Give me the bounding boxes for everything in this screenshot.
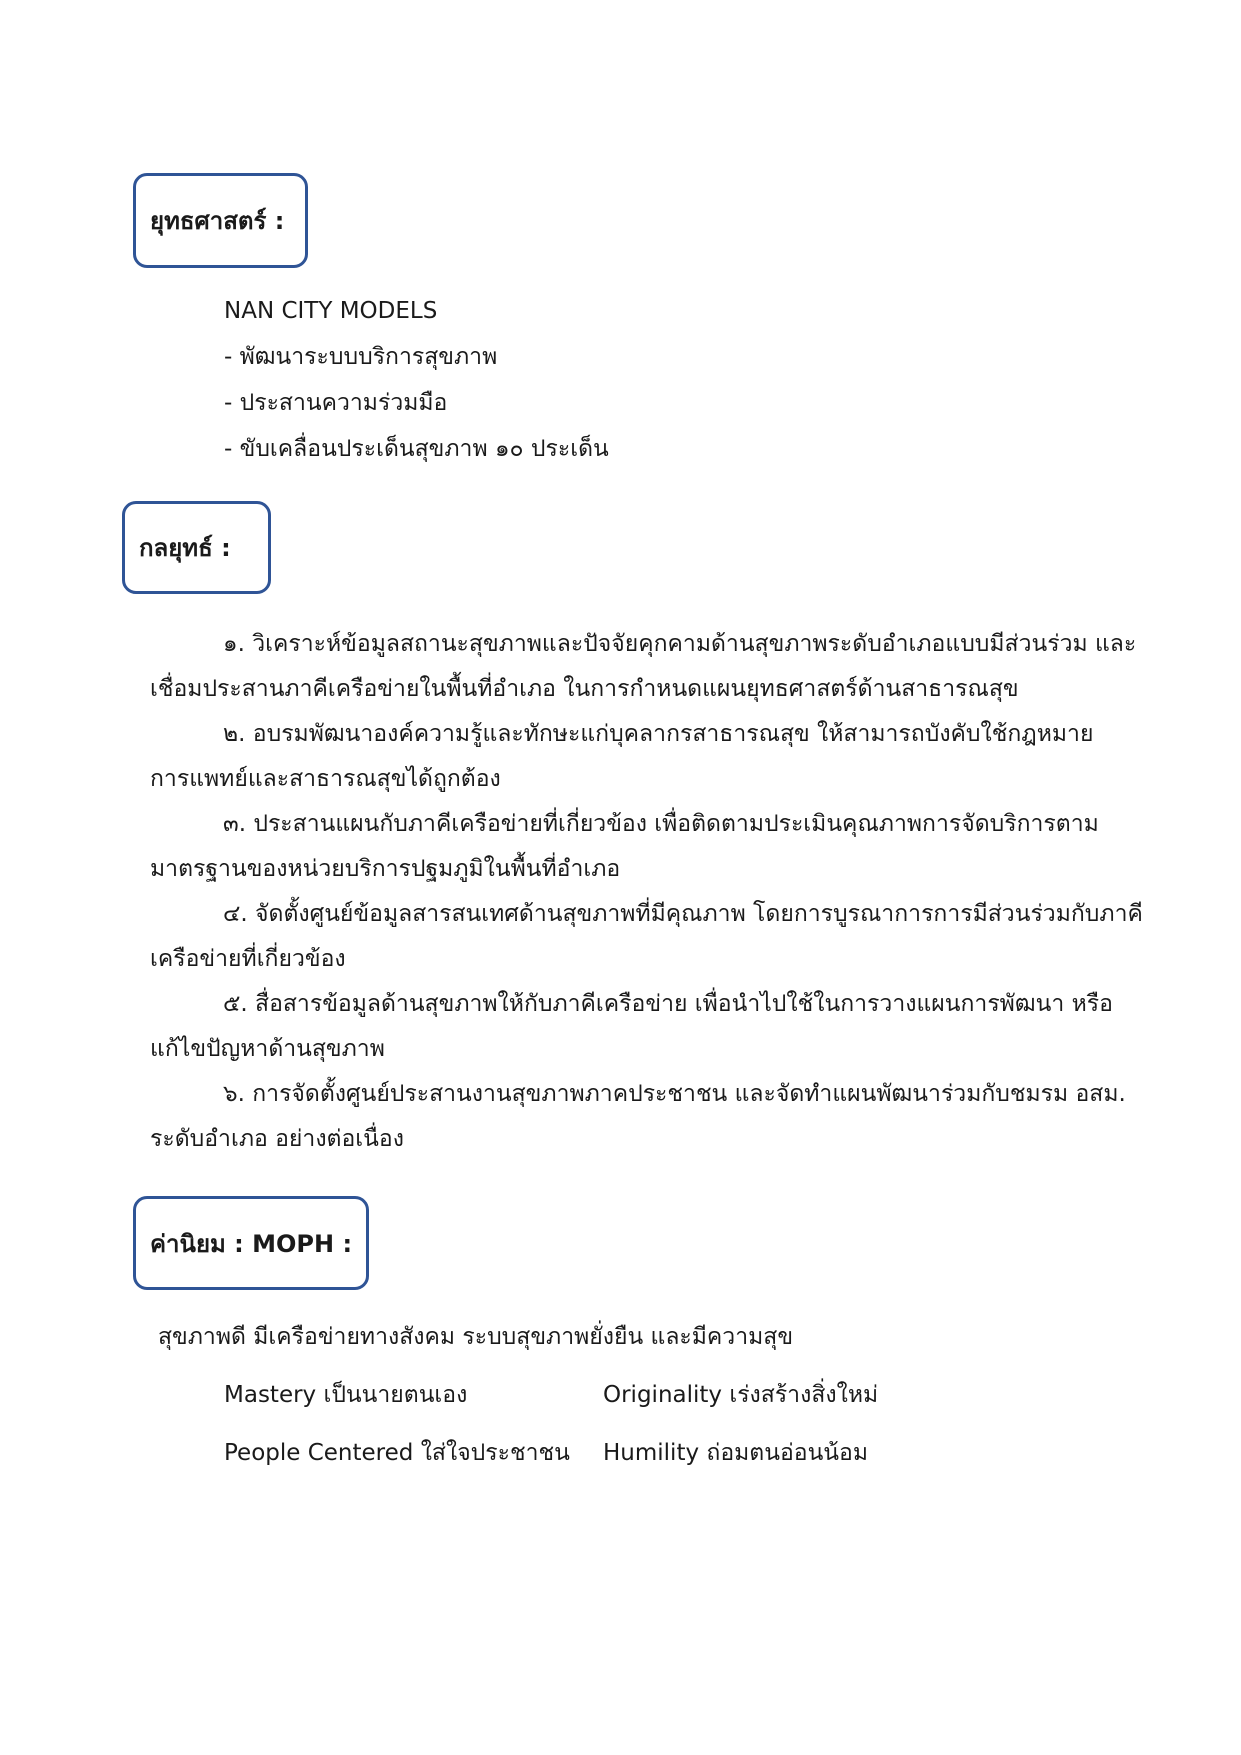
strategy-title: NAN CITY MODELS (224, 298, 438, 324)
values-summary: สุขภาพดี มีเครือข่ายทางสังคม ระบบสุขภาพยั่งยืน และมีความสุข (158, 1324, 794, 1350)
tactics-heading: กลยุทธ์ : (139, 534, 231, 562)
tactic-item (150, 622, 1140, 712)
strategy-item: - ขับเคลื่อนประเด็นสุขภาพ ๑๐ ประเด็น (224, 436, 609, 462)
tactic-line: การแพทย์และสาธารณสุขได้ถูกต้อง (150, 766, 501, 792)
strategy-item: - พัฒนาระบบบริการสุขภาพ (224, 344, 498, 370)
tactic-line: ๒. อบรมพัฒนาองค์ความรู้และทักษะแก่บุคลากรสาธารณสุข ให้สามารถบังคับใช้กฎหมาย (223, 721, 1094, 747)
tactics-heading-box (122, 501, 271, 594)
tactic-line: ๔. จัดตั้งศูนย์ข้อมูลสารสนเทศด้านสุขภาพที่มีคุณภาพ โดยการบูรณาการการมีส่วนร่วมกับภาคี (223, 901, 1143, 927)
values-heading-box (133, 1196, 369, 1290)
values-heading: ค่านิยม : MOPH : (150, 1229, 353, 1258)
tactic-line: เชื่อมประสานภาคีเครือข่ายในพื้นที่อำเภอ ในการกำหนดแผนยุทธศาสตร์ด้านสาธารณสุข (150, 676, 1019, 702)
tactic-item (150, 802, 1140, 892)
tactic-item (150, 712, 1140, 802)
value-mastery: Mastery เป็นนายตนเอง (224, 1382, 468, 1408)
tactic-line: มาตรฐานของหน่วยบริการปฐมภูมิในพื้นที่อำเภอ (150, 856, 621, 882)
tactic-line: เครือข่ายที่เกี่ยวข้อง (150, 946, 346, 972)
strategy-item: - ประสานความร่วมมือ (224, 390, 448, 416)
tactic-line: ๖. การจัดตั้งศูนย์ประสานงานสุขภาพภาคประชาชน และจัดทำแผนพัฒนาร่วมกับชมรม อสม. (223, 1081, 1126, 1107)
value-people-centered: People Centered ใส่ใจประชาชน (224, 1440, 570, 1466)
tactic-line: แก้ไขปัญหาด้านสุขภาพ (150, 1036, 385, 1062)
tactics-list (150, 622, 1143, 1162)
tactic-item (150, 1072, 1140, 1162)
value-humility: Humility ถ่อมตนอ่อนน้อม (603, 1440, 868, 1466)
tactic-line: ระดับอำเภอ อย่างต่อเนื่อง (150, 1126, 404, 1152)
value-originality: Originality เร่งสร้างสิ่งใหม่ (603, 1382, 879, 1408)
strategy-heading-box (133, 173, 308, 268)
tactic-line: ๓. ประสานแผนกับภาคีเครือข่ายที่เกี่ยวข้อง เพื่อติดตามประเมินคุณภาพการจัดบริการตาม (223, 811, 1099, 837)
tactic-item (150, 982, 1140, 1072)
tactic-line: ๕. สื่อสารข้อมูลด้านสุขภาพให้กับภาคีเครือข่าย เพื่อนำไปใช้ในการวางแผนการพัฒนา หรือ (223, 991, 1113, 1017)
strategy-heading: ยุทธศาสตร์ : (150, 207, 285, 235)
tactic-line: ๑. วิเคราะห์ข้อมูลสถานะสุขภาพและปัจจัยคุกคามด้านสุขภาพระดับอำเภอแบบมีส่วนร่วม และ (223, 631, 1137, 657)
tactic-item (150, 892, 1143, 982)
